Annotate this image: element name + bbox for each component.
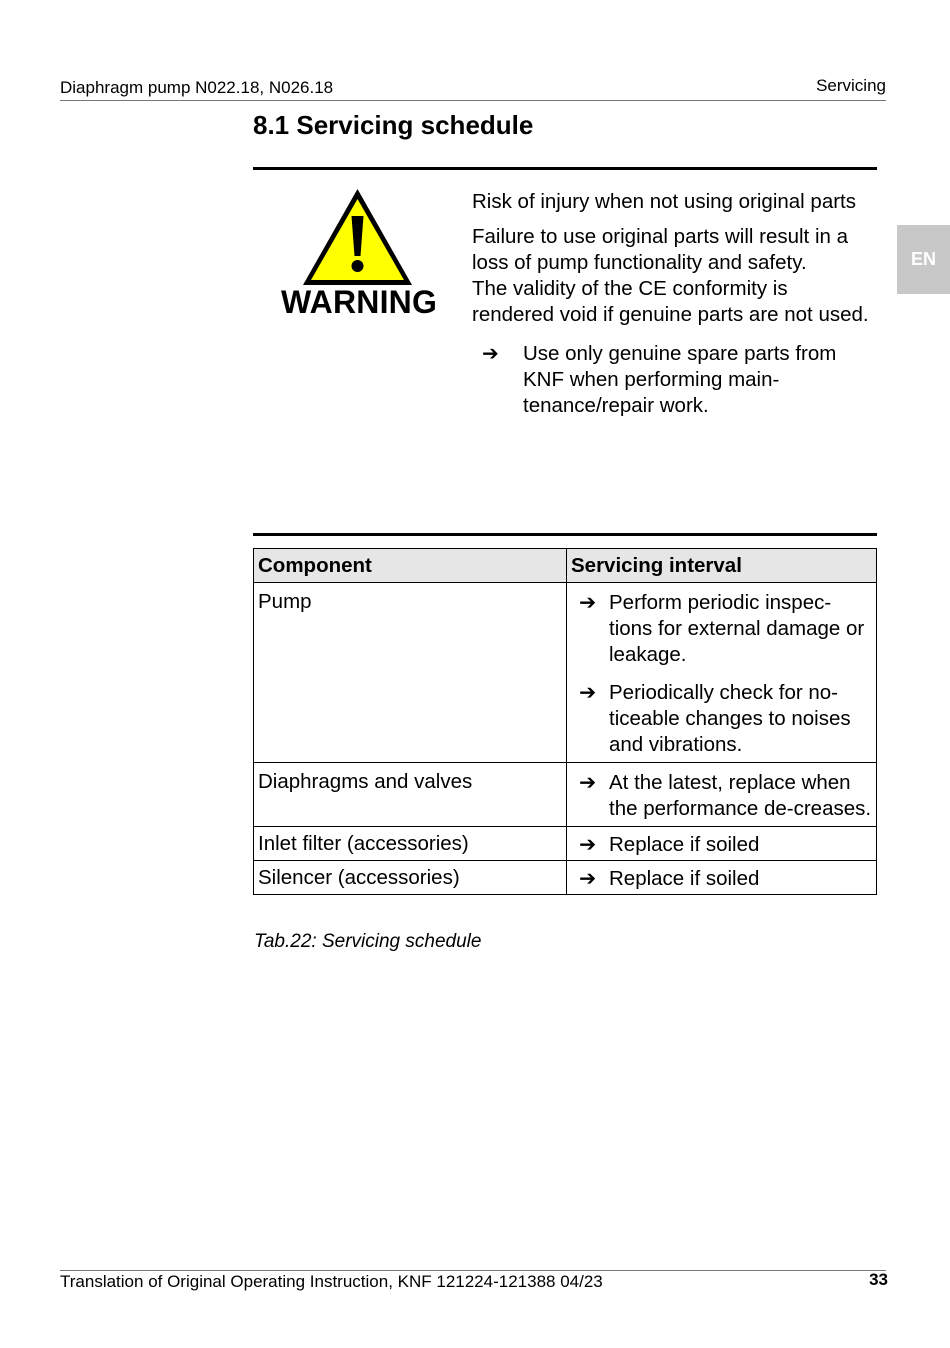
action-item xyxy=(571,680,872,758)
component-cell: Diaphragms and valves xyxy=(254,763,567,827)
action-text: Replace if soiled xyxy=(609,867,760,890)
component-cell: Pump xyxy=(254,583,567,763)
servicing-schedule-table xyxy=(253,548,877,895)
warning-text xyxy=(472,189,872,419)
warning-paragraph: The validity of the CE conformity is rendered void if genuine parts are not used. xyxy=(472,277,869,326)
arrow-right-icon: ➔ xyxy=(579,771,597,794)
warning-top-rule xyxy=(253,167,877,170)
interval-cell xyxy=(567,827,877,861)
footer-text: Translation of Original Operating Instruction, KNF 121224-121388 04/23 xyxy=(60,1272,603,1291)
action-item xyxy=(571,832,872,858)
arrow-right-icon: ➔ xyxy=(579,867,597,890)
warning-instruction-text: Use only genuine spare parts from KNF when performing main-tenance/repair work. xyxy=(523,342,837,417)
component-cell: Inlet filter (accessories) xyxy=(254,827,567,861)
warning-instruction xyxy=(472,341,872,419)
language-tab: EN xyxy=(897,225,950,294)
arrow-right-icon: ➔ xyxy=(579,681,597,704)
column-header-component: Component xyxy=(254,549,567,583)
warning-triangle-icon xyxy=(300,186,415,288)
action-text: Replace if soiled xyxy=(609,833,760,856)
arrow-right-icon: ➔ xyxy=(482,343,499,365)
interval-cell xyxy=(567,861,877,895)
table-header-row xyxy=(254,549,877,583)
table-row xyxy=(254,763,877,827)
footer-divider xyxy=(60,1270,886,1271)
document-title: Diaphragm pump N022.18, N026.18 xyxy=(60,78,334,97)
arrow-right-icon: ➔ xyxy=(579,591,597,614)
warning-signal-word: WARNING xyxy=(281,284,438,320)
action-item xyxy=(571,590,872,668)
action-text: At the latest, replace when the performance de-creases. xyxy=(609,771,872,820)
page-number: 33 xyxy=(869,1270,888,1289)
action-item xyxy=(571,866,872,892)
arrow-right-icon: ➔ xyxy=(579,833,597,856)
table-row xyxy=(254,583,877,763)
action-text: Perform periodic inspec-tions for external damage or leakage. xyxy=(609,591,865,666)
component-cell: Silencer (accessories) xyxy=(254,861,567,895)
section-name: Servicing xyxy=(816,76,886,95)
warning-paragraph: Failure to use original parts will result in a loss of pump functionality and safety. xyxy=(472,225,848,274)
column-header-interval: Servicing interval xyxy=(567,549,877,583)
interval-cell xyxy=(567,583,877,763)
table-caption: Tab.22: Servicing schedule xyxy=(254,931,482,952)
table-row xyxy=(254,827,877,861)
page-title: 8.1 Servicing schedule xyxy=(253,110,534,140)
header-divider xyxy=(60,100,886,101)
interval-cell xyxy=(567,763,877,827)
table-row xyxy=(254,861,877,895)
action-text: Periodically check for no-ticeable changes to noises and vibrations. xyxy=(609,681,851,756)
action-item xyxy=(571,770,872,822)
warning-bottom-rule xyxy=(253,533,877,536)
warning-heading: Risk of injury when not using original parts xyxy=(472,190,856,213)
